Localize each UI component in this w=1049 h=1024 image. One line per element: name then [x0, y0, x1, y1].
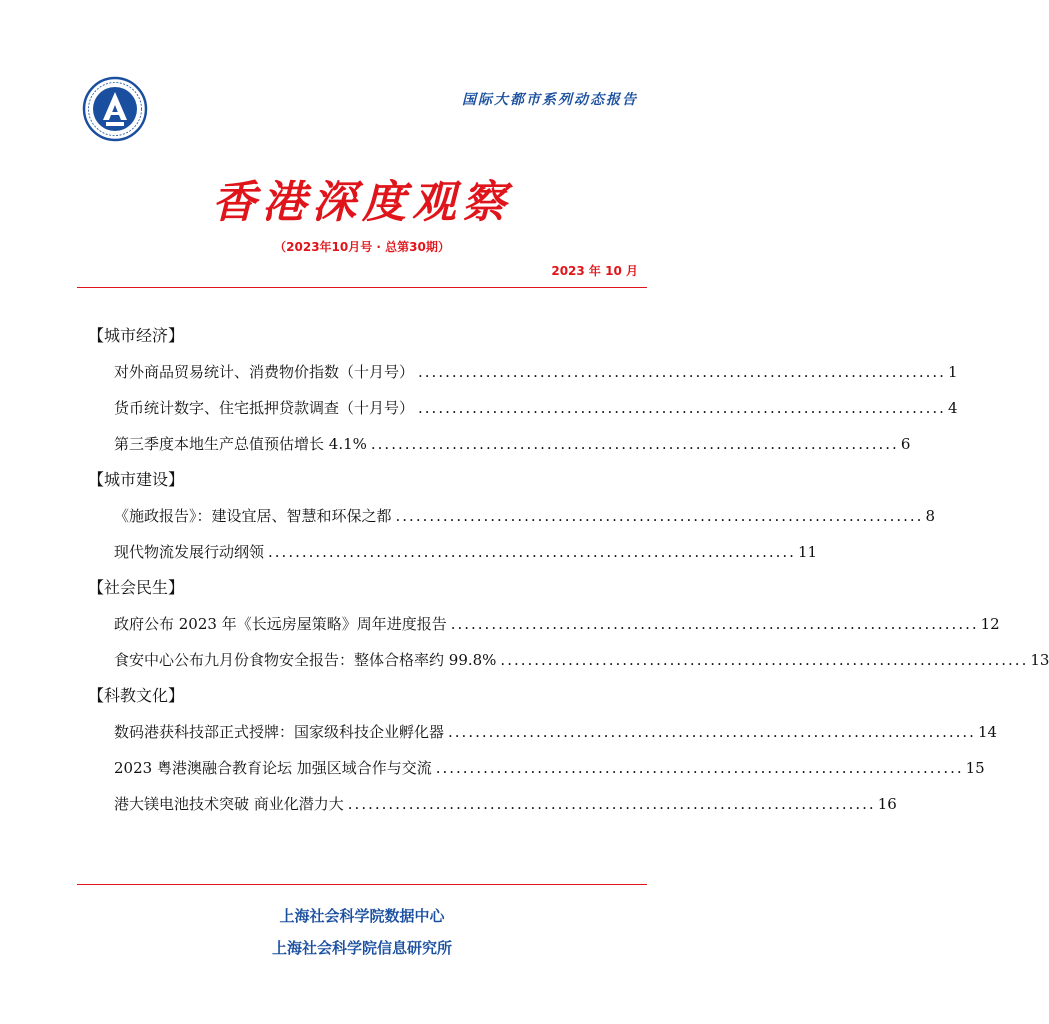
toc-leader: .............................................................................. — [370, 435, 899, 453]
toc-entry-page: 1 — [947, 363, 958, 381]
toc-section-heading: 【城市建设】 — [88, 470, 185, 489]
toc-entry[interactable] — [88, 426, 911, 462]
toc-entry-page: 15 — [965, 759, 985, 777]
toc-entry[interactable] — [88, 498, 935, 534]
toc-section-heading: 【科教文化】 — [88, 686, 185, 705]
issue-number: （2023年10月号 · 总第30期） — [274, 240, 450, 254]
issue-date: 2023 年 10 月 — [551, 264, 638, 278]
toc-entry[interactable] — [88, 714, 998, 750]
toc-entry[interactable] — [88, 642, 1049, 678]
toc-leader: .............................................................................. — [268, 543, 796, 561]
toc-entry-page: 12 — [980, 615, 1000, 633]
toc-section-heading: 【城市经济】 — [88, 326, 185, 345]
toc-entry[interactable] — [88, 750, 985, 786]
toc-entry-title: 现代物流发展行动纲领 — [114, 543, 265, 561]
table-of-contents — [88, 318, 1049, 822]
publisher-info-institute: 上海社会科学院信息研究所 — [271, 939, 452, 957]
toc-leader: .............................................................................. — [500, 651, 1029, 669]
footer-divider — [77, 884, 647, 885]
toc-entry-page: 13 — [1030, 651, 1049, 669]
toc-entry-title: 第三季度本地生产总值预估增长 4.1% — [114, 435, 367, 453]
toc-entry-title: 对外商品贸易统计、消费物价指数（十月号） — [114, 363, 415, 381]
toc-leader: .............................................................................. — [418, 363, 946, 381]
toc-entry[interactable] — [88, 786, 897, 822]
toc-entry-page: 8 — [925, 507, 935, 525]
toc-leader: .............................................................................. — [448, 723, 976, 741]
toc-entry-page: 14 — [977, 723, 998, 741]
header-divider — [77, 287, 647, 288]
academy-logo-icon — [82, 76, 148, 142]
toc-entry[interactable] — [88, 534, 818, 570]
toc-leader: .............................................................................. — [450, 615, 979, 633]
toc-entry-title: 数码港获科技部正式授牌：国家级科技企业孵化器 — [114, 723, 445, 741]
toc-entry-page: 16 — [877, 795, 897, 813]
publisher-data-center: 上海社会科学院数据中心 — [279, 907, 445, 925]
toc-entry[interactable] — [88, 390, 958, 426]
toc-entry-title: 货币统计数字、住宅抵押贷款调查（十月号） — [114, 399, 415, 417]
toc-entry-title: 《施政报告》：建设宜居、智慧和环保之都 — [114, 507, 392, 525]
toc-entry[interactable] — [88, 354, 958, 390]
toc-entry-page: 4 — [947, 399, 958, 417]
toc-entry-page: 11 — [797, 543, 818, 561]
report-series: 国际大都市系列动态报告 — [462, 92, 638, 108]
toc-entry-title: 港大镁电池技术突破 商业化潜力大 — [114, 795, 344, 813]
toc-leader: .............................................................................. — [347, 795, 876, 813]
toc-section-heading: 【社会民生】 — [88, 578, 185, 597]
toc-entry-page: 6 — [900, 435, 911, 453]
toc-leader: .............................................................................. — [418, 399, 946, 417]
toc-entry-title: 2023 粤港澳融合教育论坛 加强区域合作与交流 — [114, 759, 432, 777]
toc-leader: .............................................................................. — [435, 759, 964, 777]
toc-entry[interactable] — [88, 606, 1000, 642]
page-title: 香港深度观察 — [212, 177, 512, 228]
toc-entry-title: 政府公布 2023 年《长远房屋策略》周年进度报告 — [114, 615, 447, 633]
toc-entry-title: 食安中心公布九月份食物安全报告：整体合格率约 99.8% — [114, 651, 497, 669]
toc-leader: .............................................................................. — [395, 507, 924, 525]
